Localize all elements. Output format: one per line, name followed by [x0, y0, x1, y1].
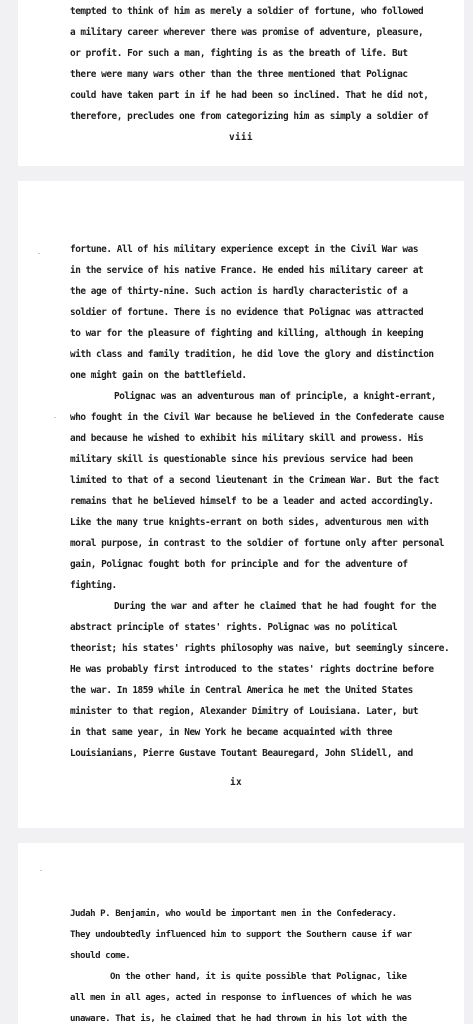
scan-speck	[54, 417, 56, 418]
text-line: fortune. All of his military experience except in the Civil War was	[70, 244, 419, 255]
document-page-x	[18, 843, 464, 1024]
text-line: gain, Polignac fought both for principle and for the adventure of	[70, 559, 408, 570]
text-line: Judah P. Benjamin, who would be important men in the Confederacy.	[70, 909, 397, 919]
text-line: could have taken part in if he had been so inclined. That he did not,	[70, 90, 429, 101]
text-line: During the war and after he claimed that he had fought for the	[114, 601, 437, 612]
text-line: all men in all ages, acted in response to influences of which he was	[70, 993, 412, 1003]
text-line: unaware. That is, he claimed that he had thrown in his lot with the	[70, 1014, 407, 1024]
text-line: one might gain on the battlefield.	[70, 370, 247, 381]
text-line: remains that he believed himself to be a leader and acted accordingly.	[70, 496, 434, 507]
text-line: should come.	[70, 951, 131, 961]
text-line: who fought in the Civil War because he believed in the Confederate cause	[70, 412, 444, 423]
scan-speck	[38, 253, 40, 254]
page-number: ix	[230, 777, 242, 788]
text-line: fighting.	[70, 580, 117, 591]
document-page-viii	[18, 0, 464, 166]
text-line: limited to that of a second lieutenant in the Crimean War. But the fact	[70, 475, 439, 486]
text-line: He was probably first introduced to the states' rights doctrine before	[70, 664, 434, 675]
scan-speck	[40, 870, 42, 871]
text-line: or profit. For such a man, fighting is as the breath of life. But	[70, 48, 408, 59]
text-line: Polignac was an adventurous man of principle, a knight-errant,	[114, 391, 437, 402]
text-line: there were many wars other than the three mentioned that Polignac	[70, 69, 408, 80]
text-line: military skill is questionable since his previous service had been	[70, 454, 413, 465]
page-number: viii	[229, 132, 253, 143]
text-line: abstract principle of states' rights. Polignac was no political	[70, 622, 398, 633]
text-line: to war for the pleasure of fighting and killing, although in keeping	[70, 328, 424, 339]
text-line: with class and family tradition, he did love the glory and distinction	[70, 349, 434, 360]
text-line: and because he wished to exhibit his military skill and prowess. His	[70, 433, 424, 444]
text-line: They undoubtedly influenced him to support the Southern cause if war	[70, 930, 412, 940]
text-line: minister to that region, Alexander Dimitry of Louisiana. Later, but	[70, 706, 419, 717]
text-line: the age of thirty-nine. Such action is hardly characteristic of a	[70, 286, 408, 297]
text-line: On the other hand, it is quite possible that Polignac, like	[110, 972, 407, 982]
text-line: the war. In 1859 while in Central America he met the United States	[70, 685, 413, 696]
text-line: theorist; his states' rights philosophy was naive, but seemingly sincere.	[70, 643, 450, 654]
text-line: in the service of his native France. He ended his military career at	[70, 265, 424, 276]
text-line: tempted to think of him as merely a soldier of fortune, who followed	[70, 6, 424, 17]
text-line: a military career wherever there was promise of adventure, pleasure,	[70, 27, 424, 38]
text-line: Louisianians, Pierre Gustave Toutant Beauregard, John Slidell, and	[70, 748, 413, 759]
document-page-ix	[18, 181, 464, 828]
text-line: in that same year, in New York he became acquainted with three	[70, 727, 393, 738]
text-line: moral purpose, in contrast to the soldier of fortune only after personal	[70, 538, 444, 549]
text-line: therefore, precludes one from categorizing him as simply a soldier of	[70, 111, 429, 122]
text-line: Like the many true knights-errant on both sides, adventurous men with	[70, 517, 429, 528]
text-line: soldier of fortune. There is no evidence that Polignac was attracted	[70, 307, 424, 318]
